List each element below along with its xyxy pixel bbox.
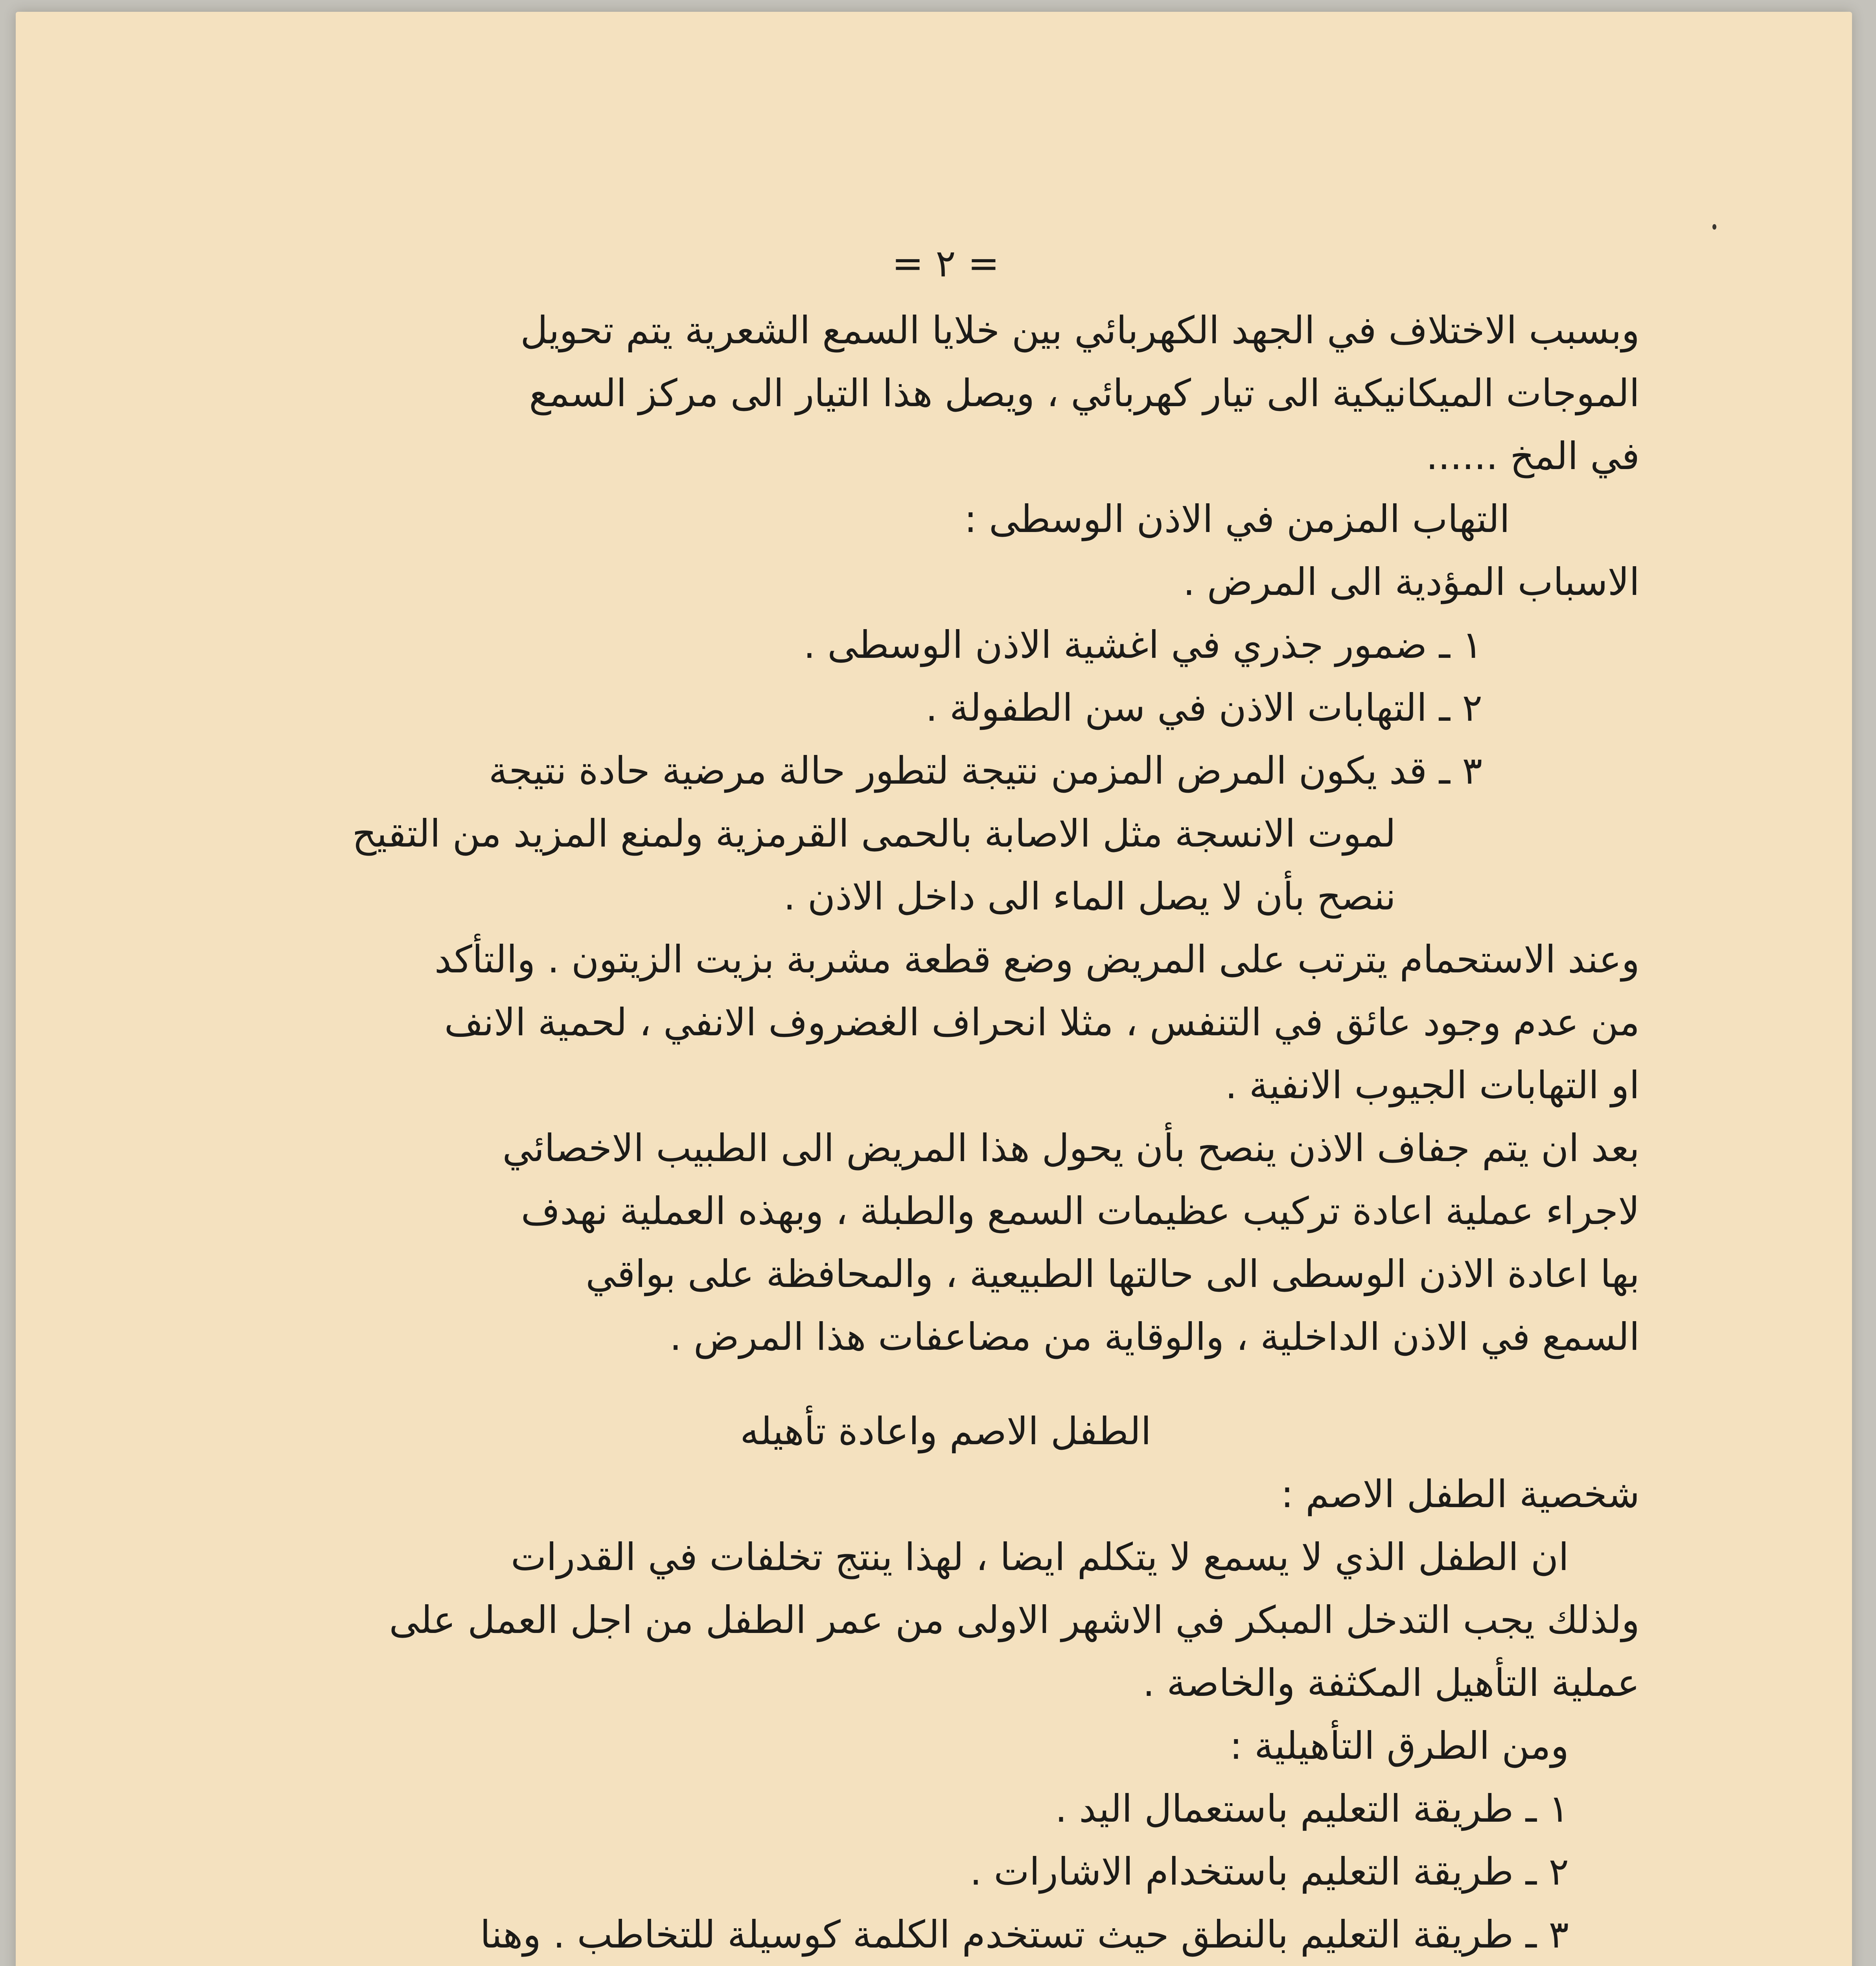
- list-item-continuation: ننصح بأن لا يصل الماء الى داخل الاذن .: [783, 874, 1396, 919]
- typed-text-body: [252, 232, 1640, 1966]
- list-item: ٣ ـ طريقة التعليم بالنطق حيث تستخدم الكلمة كوسيلة للتخاطب . وهنا: [480, 1913, 1569, 1957]
- text-line: بها اعادة الاذن الوسطى الى حالتها الطبيعية ، والمحافظة على بواقي: [585, 1252, 1640, 1296]
- ink-speck: [1712, 224, 1716, 230]
- text-line: من عدم وجود عائق في التنفس ، مثلا انحراف الغضروف الانفي ، لحمية الانف: [444, 1000, 1640, 1044]
- text-line: بعد ان يتم جفاف الاذن ينصح بأن يحول هذا المريض الى الطبيب الاخصائي: [502, 1126, 1640, 1170]
- text-line: وبسبب الاختلاف في الجهد الكهربائي بين خلايا السمع الشعرية يتم تحويل: [520, 308, 1640, 352]
- subheading: الاسباب المؤدية الى المرض .: [1183, 560, 1640, 604]
- text-line: ولذلك يجب التدخل المبكر في الاشهر الاولى من عمر الطفل من اجل العمل على: [389, 1598, 1640, 1642]
- text-line: في المخ ......: [1426, 434, 1640, 478]
- list-item: ٢ ـ التهابات الاذن في سن الطفولة .: [925, 686, 1482, 730]
- text-line: السمع في الاذن الداخلية ، والوقاية من مضاعفات هذا المرض .: [669, 1315, 1640, 1359]
- list-item-continuation: لموت الانسجة مثل الاصابة بالحمى القرمزية ولمنع المزيد من التقيح: [352, 812, 1396, 856]
- text-line: ان الطفل الذي لا يسمع لا يتكلم ايضا ، لهذا ينتج تخلفات في القدرات: [511, 1535, 1569, 1579]
- list-item: ١ ـ طريقة التعليم باستعمال اليد .: [1055, 1787, 1569, 1831]
- text-line: وعند الاستحمام يترتب على المريض وضع قطعة مشربة بزيت الزيتون . والتأكد: [434, 937, 1640, 981]
- section-heading: التهاب المزمن في الاذن الوسطى :: [964, 497, 1510, 541]
- text-line: عملية التأهيل المكثفة والخاصة .: [1143, 1661, 1640, 1705]
- list-item: ٢ ـ طريقة التعليم باستخدام الاشارات .: [970, 1850, 1569, 1894]
- subheading: ومن الطرق التأهيلية :: [1230, 1724, 1569, 1768]
- text-line: او التهابات الجيوب الانفية .: [1225, 1063, 1640, 1107]
- text-line: الموجات الميكانيكية الى تيار كهربائي ، ويصل هذا التيار الى مركز السمع: [529, 371, 1640, 415]
- document-page: [16, 12, 1852, 1966]
- page-number: = ٢ =: [892, 241, 1000, 285]
- text-line: لاجراء عملية اعادة تركيب عظيمات السمع والطبلة ، وبهذه العملية نهدف: [521, 1189, 1640, 1233]
- list-item: ١ ـ ضمور جذري في اغشية الاذن الوسطى .: [803, 623, 1482, 667]
- subheading: شخصية الطفل الاصم :: [1281, 1472, 1640, 1516]
- list-item: ٣ ـ قد يكون المرض المزمن نتيجة لتطور حالة مرضية حادة نتيجة: [488, 749, 1482, 793]
- section-title: الطفل الاصم واعادة تأهيله: [740, 1409, 1151, 1453]
